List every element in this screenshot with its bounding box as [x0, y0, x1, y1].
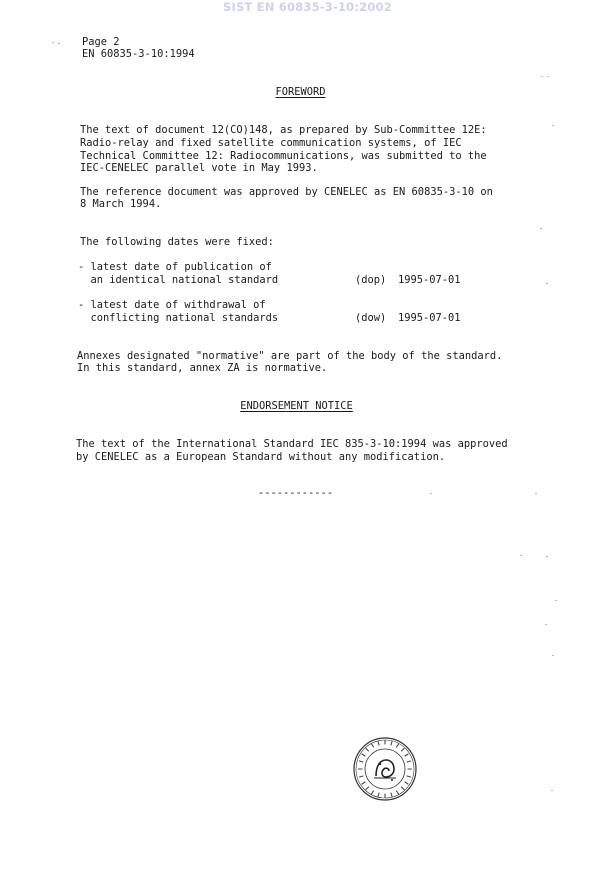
scan-speck — [552, 125, 554, 126]
scan-speck — [546, 556, 548, 557]
scan-speck — [551, 790, 553, 791]
document-reference: EN 60835-3-10:1994 — [82, 48, 195, 60]
date-item-dow-line-2: conflicting national standards — [78, 312, 279, 324]
scan-speck — [535, 493, 537, 494]
page-number: Page 2 — [82, 36, 120, 48]
foreword-paragraph-1-line-2: Radio-relay and fixed satellite communication systems, of IEC — [80, 137, 462, 149]
endorsement-paragraph-line-2: by CENELEC as a European Standard without any modification. — [76, 451, 446, 463]
date-item-dop-date: 1995-07-01 — [398, 274, 461, 286]
end-separator: ------------ — [258, 487, 334, 499]
date-item-dop-line-2: an identical national standard — [78, 274, 279, 286]
foreword-paragraph-1-line-1: The text of document 12(CO)148, as prepared by Sub-Committee 12E: — [80, 124, 487, 136]
scan-speck — [52, 42, 54, 43]
endorsement-heading: ENDORSEMENT NOTICE — [240, 400, 353, 412]
date-item-dow-code: (dow) — [355, 312, 387, 324]
scan-speck — [547, 76, 549, 77]
foreword-paragraph-3-line-2: In this standard, annex ZA is normative. — [77, 362, 328, 374]
scan-speck — [545, 624, 547, 625]
official-stamp — [352, 736, 418, 802]
scan-speck — [520, 555, 522, 556]
scan-speck — [58, 43, 60, 44]
foreword-heading: FOREWORD — [275, 86, 326, 98]
foreword-paragraph-2-line-1: The reference document was approved by CENELEC as EN 60835-3-10 on — [80, 186, 493, 198]
date-item-dop-code: (dop) — [355, 274, 387, 286]
watermark: SIST EN 60835-3-10:2002 — [223, 0, 392, 14]
dates-intro: The following dates were fixed: — [80, 236, 274, 248]
foreword-paragraph-1-line-3: Technical Committee 12: Radiocommunications, was submitted to the — [80, 150, 487, 162]
scan-speck — [540, 228, 542, 229]
foreword-paragraph-3-line-1: Annexes designated "normative" are part of the body of the standard. — [77, 350, 503, 362]
scan-speck — [430, 493, 432, 494]
date-item-dow-date: 1995-07-01 — [398, 312, 461, 324]
endorsement-paragraph-line-1: The text of the International Standard IEC 835-3-10:1994 was approved — [76, 438, 508, 450]
date-item-dow-line-1: - latest date of withdrawal of — [78, 299, 266, 311]
foreword-paragraph-2-line-2: 8 March 1994. — [80, 198, 162, 210]
date-item-dop-line-1: - latest date of publication of — [78, 261, 272, 273]
foreword-paragraph-1-line-4: IEC-CENELEC parallel vote in May 1993. — [80, 162, 318, 174]
scan-speck — [552, 655, 554, 656]
stamp-seal-icon — [352, 736, 418, 802]
scan-speck — [555, 600, 557, 601]
scan-speck — [541, 76, 543, 77]
scan-speck — [546, 283, 548, 284]
